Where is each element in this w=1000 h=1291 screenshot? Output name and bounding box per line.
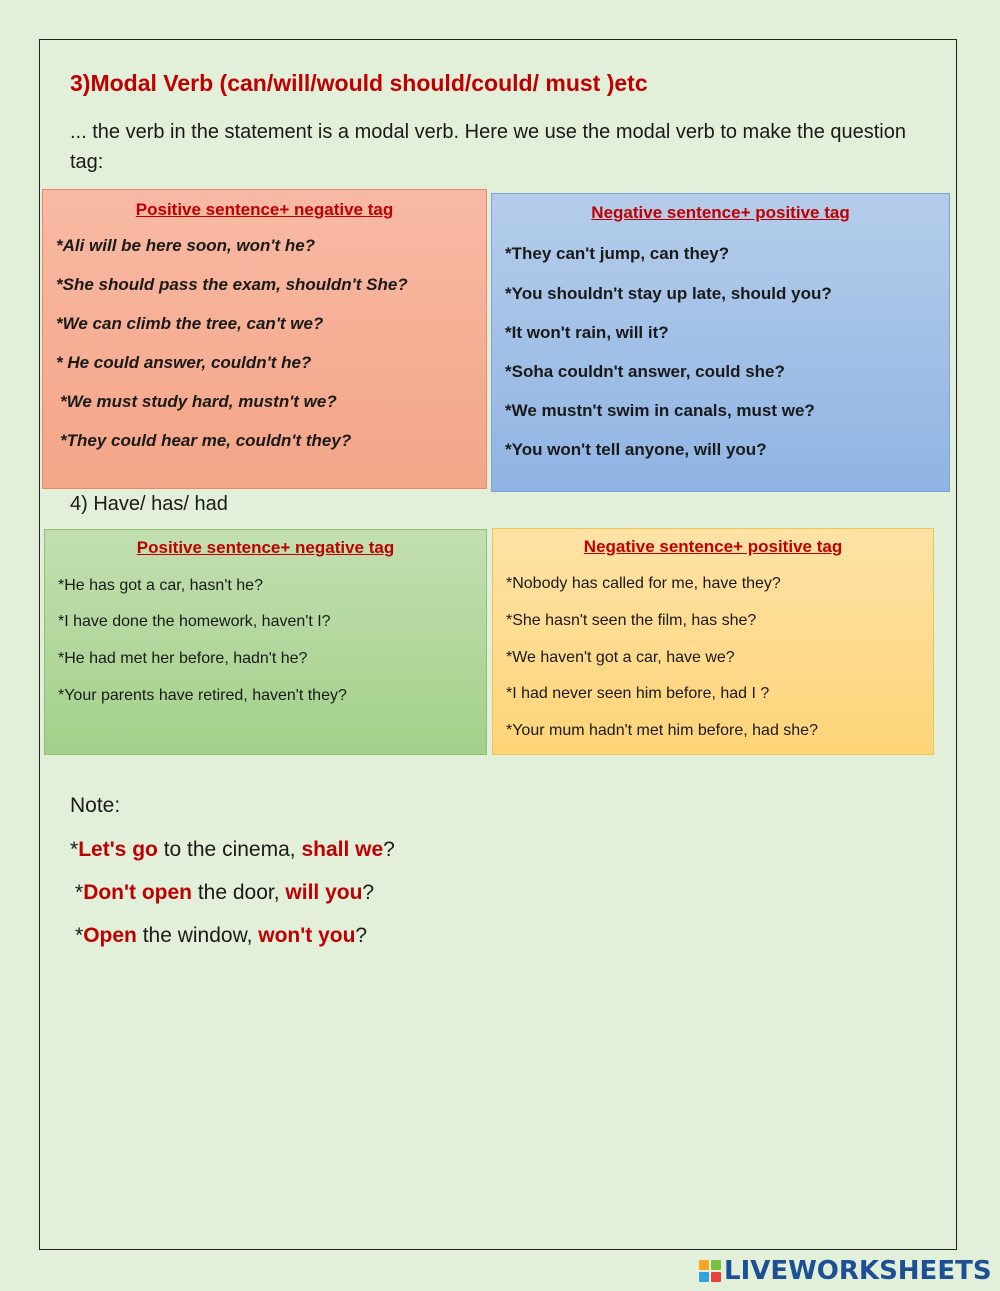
have-positive-item: *I have done the homework, haven't I? xyxy=(58,613,331,630)
modal-negative-item: *We mustn't swim in canals, must we? xyxy=(505,401,815,420)
modal-negative-item: *It won't rain, will it? xyxy=(505,323,669,342)
modal-positive-item: *Ali will be here soon, won't he? xyxy=(56,236,316,255)
modal-negative-item: *Soha couldn't answer, could she? xyxy=(505,362,785,381)
modal-positive-box xyxy=(42,189,487,489)
note-prefix: * xyxy=(75,924,84,947)
have-negative-item: *We haven't got a car, have we? xyxy=(506,649,735,666)
note-line xyxy=(75,924,367,948)
have-negative-box xyxy=(492,528,934,755)
modal-positive-item: *They could hear me, couldn't they? xyxy=(60,431,352,450)
modal-negative-heading: Negative sentence+ positive tag xyxy=(591,203,850,222)
modal-negative-item: *You won't tell anyone, will you? xyxy=(505,440,767,459)
note-label: Note: xyxy=(70,794,121,817)
modal-negative-box xyxy=(491,193,950,492)
note-middle: to the cinema, xyxy=(157,838,302,861)
modal-positive-heading: Positive sentence+ negative tag xyxy=(135,200,394,219)
have-positive-item: *He had met her before, hadn't he? xyxy=(58,650,308,667)
note-verb: Let's go xyxy=(78,838,158,861)
have-negative-item: *She hasn't seen the film, has she? xyxy=(506,612,757,629)
note-line xyxy=(75,881,374,905)
note-suffix: ? xyxy=(362,881,375,904)
have-positive-item: *He has got a car, hasn't he? xyxy=(58,577,263,594)
have-negative-heading: Negative sentence+ positive tag xyxy=(583,537,843,556)
liveworksheets-logo-text: LIVEWORKSHEETS xyxy=(724,1256,992,1286)
note-tag: shall we xyxy=(301,838,384,861)
modal-positive-item: *She should pass the exam, shouldn't She? xyxy=(56,275,408,294)
note-line xyxy=(70,838,395,862)
modal-positive-item: * He could answer, couldn't he? xyxy=(56,353,312,372)
have-negative-item: *I had never seen him before, had I ? xyxy=(506,685,770,702)
have-positive-heading: Positive sentence+ negative tag xyxy=(136,538,395,557)
modal-positive-item: *We must study hard, mustn't we? xyxy=(60,392,337,411)
note-prefix: * xyxy=(70,838,79,861)
modal-negative-item: *They can't jump, can they? xyxy=(505,244,730,263)
note-verb: Open xyxy=(83,924,137,947)
note-middle: the window, xyxy=(136,924,259,947)
have-positive-item: *Your parents have retired, haven't they? xyxy=(58,687,347,704)
note-middle: the door, xyxy=(192,881,286,904)
note-suffix: ? xyxy=(383,838,395,861)
section3-intro: ... the verb in the statement is a modal verb. Here we use the modal verb to make the question tag: xyxy=(70,121,906,173)
have-negative-item: *Nobody has called for me, have they? xyxy=(506,575,781,592)
note-verb: Don't open xyxy=(83,881,192,904)
liveworksheets-logo xyxy=(699,1257,992,1285)
note-tag: won't you xyxy=(258,924,356,947)
note-prefix: * xyxy=(75,881,84,904)
have-positive-box xyxy=(44,529,487,755)
note-suffix: ? xyxy=(355,924,368,947)
modal-negative-item: *You shouldn't stay up late, should you? xyxy=(505,284,832,303)
modal-positive-item: *We can climb the tree, can't we? xyxy=(56,314,324,333)
note-tag: will you xyxy=(285,881,363,904)
section4-title: 4) Have/ has/ had xyxy=(70,493,228,515)
section3-title: 3)Modal Verb (can/will/would should/could/ must )etc xyxy=(70,70,648,96)
have-negative-item: *Your mum hadn't met him before, had she? xyxy=(506,722,818,739)
liveworksheets-logo-icon xyxy=(699,1260,721,1282)
